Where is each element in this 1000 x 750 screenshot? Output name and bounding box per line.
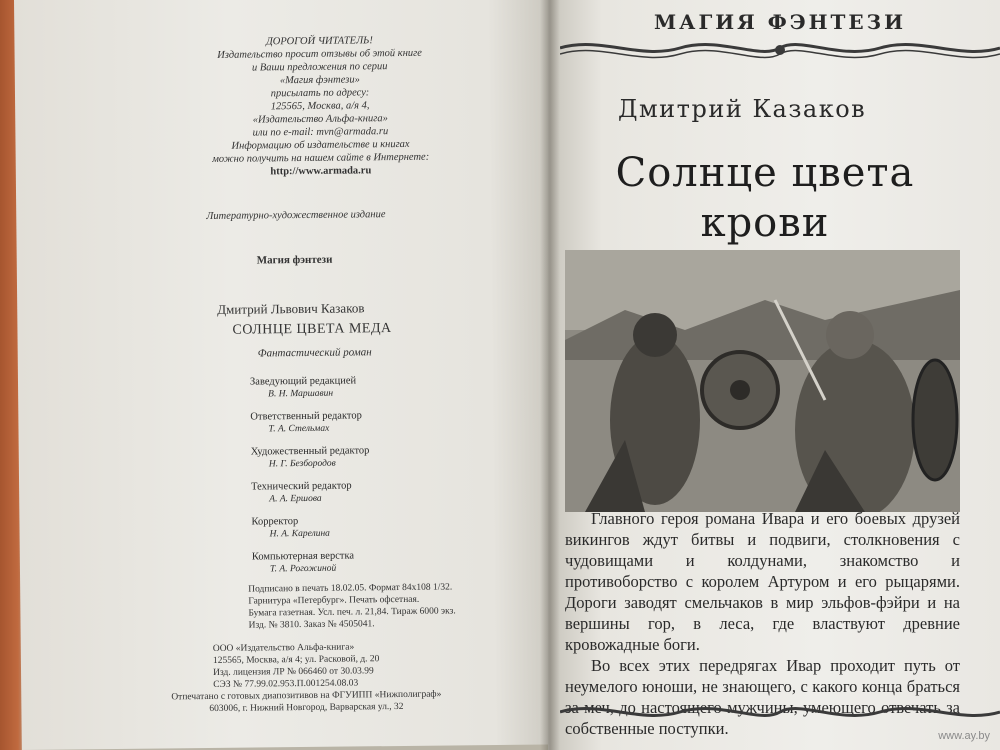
reader-notice-line: присылать по адресу: [270,87,370,100]
book-title: СОЛНЦЕ ЦВЕТА МЕДА [232,321,392,338]
genre-label: Фантастический роман [257,346,372,360]
reader-notice [154,33,485,179]
bottom-ornament-border [560,690,1000,730]
watermark: www.ay.by [938,730,990,742]
printer-line: Отпечатано с готовых диапозитивов на ФГУИПП «Нижполиграф» [171,689,442,703]
staff-role: Компьютерная верстка [251,550,355,563]
staff-name: Н. Г. Безбородов [268,458,336,470]
staff-entry [250,409,362,436]
print-spec-line: Изд. № 3810. Заказ № 4505041. [248,619,375,631]
reader-notice-line: ДОРОГОЙ ЧИТАТЕЛЬ! [265,35,373,48]
cover-author: Дмитрий Казаков [618,95,867,123]
reader-notice-line: «Магия фэнтези» [279,74,360,87]
staff-name: В. Н. Маршавин [268,388,334,400]
staff-name: Т. А. Стельмах [268,423,330,435]
author-full-name: Дмитрий Львович Казаков [217,300,365,317]
viking-warriors-illustration [565,250,960,512]
reader-notice-line: Информацию об издательстве и книгах [231,138,410,152]
left-page-imprint [14,0,560,750]
illustration-drawing [565,250,960,512]
cover-title [585,148,945,248]
printer-line: 603006, г. Нижний Новгород, Варварская ул., 32 [209,701,404,714]
staff-role: Художественный редактор [250,445,370,458]
reader-notice-line: «Издательство Альфа-книга» [252,113,388,126]
annotation-paragraph: Во всех этих передрягах Ивар проходит путь от неумелого юноши, не знающего, с какого конца браться за меч, до настоящего мужчины, умеющего отвечать за собственные поступки. [565,656,960,738]
cover-title-line: крови [700,200,830,246]
series-name: Магия фэнтези [256,253,333,267]
reader-notice-line: и Ваши предложения по серии [251,61,388,74]
staff-role: Ответственный редактор [250,410,362,423]
reader-notice-line: Издательство просит отзывы об этой книге [217,47,422,61]
publisher-info [213,641,433,691]
literary-edition-label: Литературно-художественное издание [206,209,386,222]
website-url: http://www.armada.ru [270,165,372,178]
printer-info [141,688,471,715]
staff-name: Н. А. Карелина [269,528,330,540]
publisher-line: СЭЗ № 77.99.02.953.П.001254.08.03 [213,678,359,690]
staff-name: Т. А. Рогожиной [269,563,337,575]
publisher-line: 125565, Москва, а/я 4; ул. Расковой, д. 20 [212,654,380,666]
reader-notice-line: или по e-mail: mvn@armada.ru [252,126,389,139]
reader-notice-line: 125565, Москва, а/я 4, [270,100,370,113]
annotation-paragraph: Главного героя романа Ивара и его боевых друзей викингов ждут битвы и подвиги, столкновения с чудовищами и колдунами, знакомство и противоборство с королем Артуром и его рыцарями. Дороги заводят смельчаков в мир эльфов-фэйри и на вершины гор, в леса, где властвуют древние кровожадные боги. [565,509,960,654]
staff-role: Заведующий редакцией [249,375,357,388]
ornament-border [560,30,1000,66]
publisher-line: Изд. лицензия ЛР № 066460 от 30.03.99 [213,666,374,678]
print-specs [248,581,468,631]
print-spec-line: Подписано в печать 18.02.05. Формат 84x108 1/32. [248,582,453,595]
staff-role: Корректор [251,516,299,528]
print-spec-line: Бумага газетная. Усл. печ. л. 21,84. Тираж 6000 экз. [248,606,456,619]
print-spec-line: Гарнитура «Петербург». Печать офсетная. [248,594,420,607]
book-gutter [540,0,560,750]
staff-name: А. А. Ершова [269,493,322,505]
series-banner-text: МАГИЯ ФЭНТЕЗИ [654,10,906,34]
staff-entry [251,515,330,542]
staff-role: Технический редактор [251,480,352,493]
publisher-line: ООО «Издательство Альфа-книга» [212,642,355,654]
cover-title-line: Солнце цвета [615,150,915,196]
reader-notice-line: можно получить на нашем сайте в Интернете: [212,151,430,165]
staff-entry [251,479,352,506]
staff-entry [250,374,356,401]
staff-entry [251,444,370,471]
staff-entry [252,549,354,576]
